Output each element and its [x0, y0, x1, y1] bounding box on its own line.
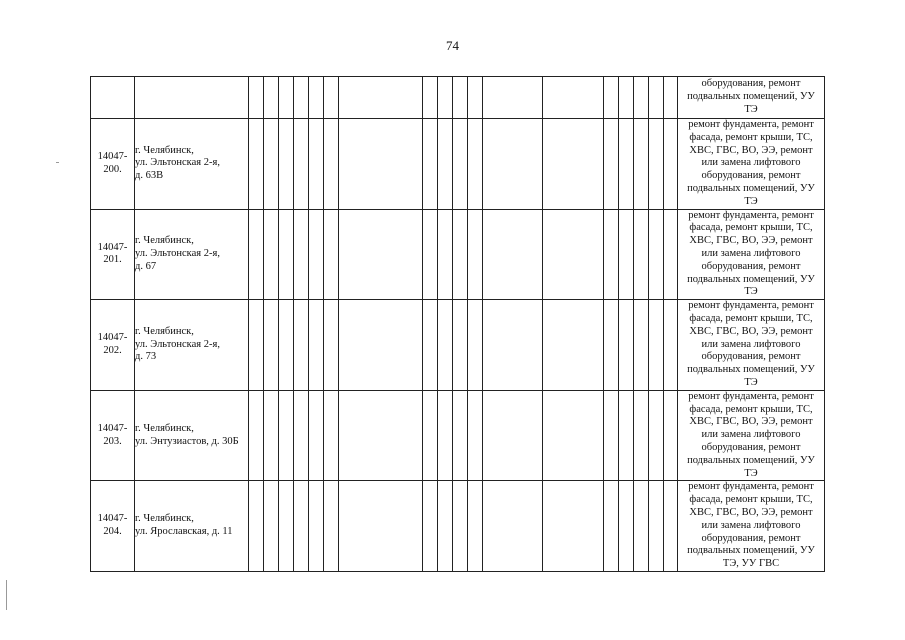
table-row — [91, 390, 825, 481]
table-row-continuation — [91, 77, 825, 119]
cell-empty — [664, 390, 678, 481]
cell-empty — [279, 390, 294, 481]
works-line: ремонт фундамента, ремонт — [688, 300, 814, 312]
scan-artifact — [56, 162, 59, 163]
cell-empty — [453, 481, 468, 572]
cell-id — [91, 300, 135, 391]
works-line: подвальных помещений, УУ — [687, 182, 815, 194]
cell-empty — [264, 209, 279, 300]
cell-id — [91, 481, 135, 572]
works-line: ремонт фундамента, ремонт — [688, 481, 814, 493]
works-line: оборудования, ремонт — [701, 441, 801, 453]
cell-empty — [309, 300, 324, 391]
cell-empty — [468, 209, 483, 300]
cell-empty — [604, 390, 619, 481]
cell-empty — [604, 300, 619, 391]
cell-empty — [339, 119, 423, 210]
page-number: 74 — [446, 38, 459, 53]
address-line: ул. Ярославская, д. 11 — [135, 526, 233, 538]
works-line: ХВС, ГВС, ВО, ЭЭ, ремонт — [689, 416, 813, 428]
cell-empty — [309, 390, 324, 481]
cell-empty — [468, 481, 483, 572]
cell-empty — [324, 481, 339, 572]
address-line: д. 73 — [135, 351, 157, 363]
registry-table — [90, 76, 825, 572]
cell-empty — [649, 481, 664, 572]
cell-empty — [309, 209, 324, 300]
table-row — [91, 209, 825, 300]
cell-empty — [649, 209, 664, 300]
address-line: г. Челябинск, — [135, 513, 194, 525]
table-body — [91, 77, 825, 572]
cell-empty — [543, 209, 604, 300]
cell-empty — [664, 300, 678, 391]
works-line: оборудования, ремонт — [701, 170, 801, 182]
works-line: ремонт фундамента, ремонт — [688, 119, 814, 130]
works-line: фасада, ремонт крыши, ТС, — [689, 222, 813, 234]
works-line: ремонт фундамента, ремонт — [688, 390, 814, 402]
cell-id — [91, 390, 135, 481]
works-line: ремонт фундамента, ремонт — [688, 209, 814, 221]
cell-empty — [483, 300, 543, 391]
cell-empty — [264, 481, 279, 572]
cell-id — [91, 119, 135, 210]
cell-empty — [339, 209, 423, 300]
cell-id — [91, 209, 135, 300]
cell-empty — [634, 481, 649, 572]
cell-empty — [543, 390, 604, 481]
cell-empty — [543, 119, 604, 210]
id-line: 201. — [103, 254, 122, 266]
cell-empty — [664, 119, 678, 210]
cell-works — [678, 300, 825, 391]
id-line: 14047- — [97, 150, 128, 162]
cell-empty — [543, 300, 604, 391]
cell-empty — [294, 119, 309, 210]
cell-address — [135, 209, 249, 300]
cell-empty — [423, 209, 438, 300]
cell-empty — [279, 300, 294, 391]
cell-empty — [279, 481, 294, 572]
works-line: оборудования, ремонт — [701, 78, 801, 90]
cell-empty — [453, 300, 468, 391]
works-line: фасада, ремонт крыши, ТС, — [689, 403, 813, 415]
table-row — [91, 119, 825, 210]
cell-empty — [453, 390, 468, 481]
works-line: фасада, ремонт крыши, ТС, — [689, 312, 813, 324]
cell-empty — [619, 209, 634, 300]
cell-empty — [423, 481, 438, 572]
cell-empty — [279, 119, 294, 210]
address-line: ул. Эльтонская 2-я, — [135, 157, 220, 169]
cell-empty — [249, 119, 264, 210]
cell-empty — [264, 119, 279, 210]
cell-empty — [619, 481, 634, 572]
cell-empty — [619, 390, 634, 481]
works-line: ТЭ, УУ ГВС — [722, 558, 780, 570]
id-line: 204. — [103, 526, 122, 538]
cell-empty — [309, 481, 324, 572]
cell-empty — [249, 300, 264, 391]
cell-empty — [324, 209, 339, 300]
cell-empty — [339, 390, 423, 481]
cell-empty — [438, 119, 453, 210]
address-line: ул. Эльтонская 2-я, — [135, 247, 220, 259]
cell-empty — [264, 300, 279, 391]
works-line: или замена лифтового — [701, 519, 801, 531]
cell-address — [135, 300, 249, 391]
cell-empty — [339, 300, 423, 391]
cell-empty — [423, 119, 438, 210]
cell-empty — [294, 481, 309, 572]
works-line: фасада, ремонт крыши, ТС, — [689, 494, 813, 506]
cell-empty — [294, 300, 309, 391]
works-line: фасада, ремонт крыши, ТС, — [689, 131, 813, 143]
cell-address — [135, 481, 249, 572]
cell-empty — [294, 390, 309, 481]
works-line: оборудования, ремонт — [701, 532, 801, 544]
id-line: 203. — [103, 435, 122, 447]
cell-empty — [249, 209, 264, 300]
works-line: ТЭ — [744, 467, 758, 479]
works-line: подвальных помещений, УУ — [687, 454, 815, 466]
cell-empty — [483, 209, 543, 300]
cell-empty — [483, 481, 543, 572]
address-line: г. Челябинск, — [135, 422, 194, 434]
cell-empty — [634, 390, 649, 481]
cell-empty — [543, 481, 604, 572]
cell-empty — [468, 119, 483, 210]
cell-empty — [438, 390, 453, 481]
cell-empty — [453, 209, 468, 300]
cell-works — [678, 119, 825, 210]
cell-empty — [453, 119, 468, 210]
cell-empty — [634, 209, 649, 300]
address-line: г. Челябинск, — [135, 235, 194, 247]
cell-works — [678, 77, 825, 119]
cell-empty — [634, 300, 649, 391]
table-row — [91, 300, 825, 391]
scan-artifact — [6, 580, 7, 610]
cell-empty — [483, 390, 543, 481]
table-row — [91, 481, 825, 572]
works-line: или замена лифтового — [701, 157, 801, 169]
id-line: 202. — [103, 344, 122, 356]
works-line: подвальных помещений, УУ — [687, 545, 815, 557]
cell-empty — [483, 119, 543, 210]
works-line: подвальных помещений, УУ — [687, 91, 815, 103]
works-line: подвальных помещений, УУ — [687, 273, 815, 285]
cell-empty — [649, 119, 664, 210]
cell-empty — [324, 119, 339, 210]
works-line: или замена лифтового — [701, 429, 801, 441]
address-line: д. 63В — [135, 170, 164, 182]
cell-works — [678, 390, 825, 481]
id-line: 200. — [103, 163, 122, 175]
works-line: или замена лифтового — [701, 247, 801, 259]
works-line: ТЭ — [744, 286, 758, 298]
address-line: ул. Энтузиастов, д. 30Б — [135, 435, 239, 447]
id-line: 14047- — [97, 332, 128, 344]
cell-empty — [324, 300, 339, 391]
cell-empty — [604, 119, 619, 210]
cell-works — [678, 209, 825, 300]
address-line: ул. Эльтонская 2-я, — [135, 338, 220, 350]
cell-empty — [339, 481, 423, 572]
cell-empty — [634, 119, 649, 210]
works-line: подвальных помещений, УУ — [687, 364, 815, 376]
cell-address — [135, 119, 249, 210]
cell-empty — [468, 390, 483, 481]
cell-empty — [324, 390, 339, 481]
works-line: ХВС, ГВС, ВО, ЭЭ, ремонт — [689, 144, 813, 156]
cell-empty — [649, 300, 664, 391]
works-line: ХВС, ГВС, ВО, ЭЭ, ремонт — [689, 325, 813, 337]
works-line: или замена лифтового — [701, 338, 801, 350]
cell-empty — [468, 300, 483, 391]
cell-empty — [423, 300, 438, 391]
cell-empty — [604, 481, 619, 572]
works-line: ТЭ — [744, 103, 758, 115]
cell-empty — [438, 300, 453, 391]
cell-empty — [664, 481, 678, 572]
cell-empty — [619, 300, 634, 391]
address-line: г. Челябинск, — [135, 325, 194, 337]
cell-empty — [249, 481, 264, 572]
works-line: ХВС, ГВС, ВО, ЭЭ, ремонт — [689, 235, 813, 247]
cell-empty — [294, 209, 309, 300]
cell-id — [91, 77, 135, 119]
cell-empty — [619, 119, 634, 210]
cell-empty — [309, 119, 324, 210]
cell-address — [135, 77, 249, 119]
cell-address — [135, 390, 249, 481]
address-line: д. 67 — [135, 260, 157, 272]
id-line: 14047- — [97, 241, 128, 253]
cell-works — [678, 481, 825, 572]
cell-empty — [249, 390, 264, 481]
address-line: г. Челябинск, — [135, 144, 194, 156]
works-line: ТЭ — [744, 195, 758, 207]
cell-empty — [423, 390, 438, 481]
works-line: ТЭ — [744, 376, 758, 388]
id-line: 14047- — [97, 422, 128, 434]
id-line: 14047- — [97, 513, 128, 525]
works-line: оборудования, ремонт — [701, 351, 801, 363]
cell-empty — [649, 390, 664, 481]
cell-empty — [664, 209, 678, 300]
cell-empty — [604, 209, 619, 300]
cell-empty — [264, 390, 279, 481]
cell-empty — [438, 209, 453, 300]
cell-empty — [438, 481, 453, 572]
cell-empty — [279, 209, 294, 300]
works-line: ХВС, ГВС, ВО, ЭЭ, ремонт — [689, 506, 813, 518]
works-line: оборудования, ремонт — [701, 260, 801, 272]
